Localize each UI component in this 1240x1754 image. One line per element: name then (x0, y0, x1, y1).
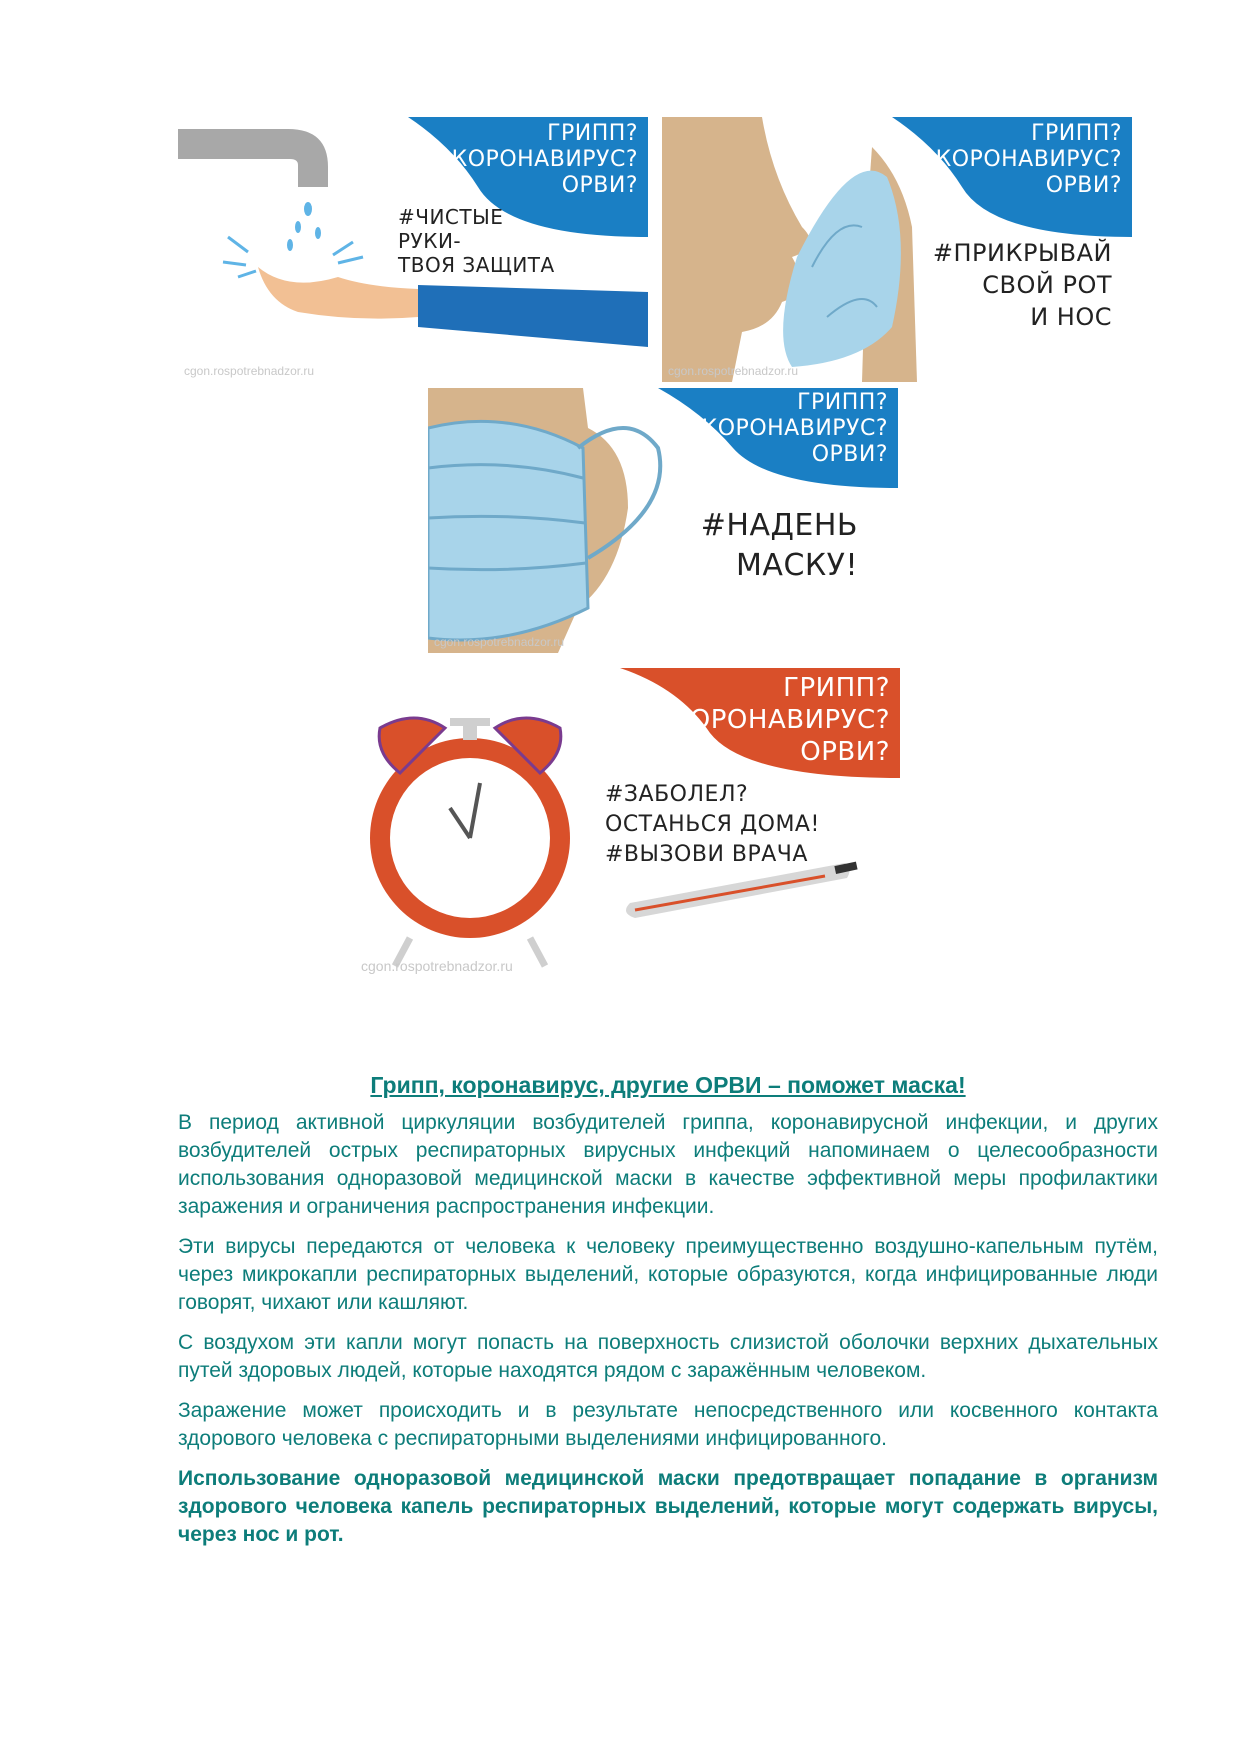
bubble-text (671, 672, 890, 768)
article-paragraph-1: В период активной циркуляции возбудителей гриппа, коронавирусной инфекции, и других возбудителей острых респираторных вирусных инфекций напоминаем о целесообразности использования одноразовой медицинской маски в качестве эффективной меры профилактики заражения и ограничения распространения инфекции. (178, 1111, 1158, 1218)
hashtag-text (398, 205, 555, 277)
bubble-line-2: КОРОНАВИРУС? (701, 416, 888, 441)
bubble-text (936, 121, 1122, 199)
watermark: cgon.rospotrebnadzor.ru (434, 635, 565, 649)
hashtag-line-2: РУКИ- (398, 229, 462, 253)
watermark: cgon.rospotrebnadzor.ru (184, 364, 315, 378)
bubble-line-1: ГРИПП? (547, 121, 638, 146)
hashtag-line-2: ОСТАНЬСЯ ДОМА! (605, 812, 820, 837)
bubble-line-1: ГРИПП? (783, 673, 890, 703)
article-paragraph-4: Заражение может происходить и в результате непосредственного или косвенного контакта здорового человека с респираторными выделениями инфицированного. (178, 1399, 1158, 1450)
hashtag-line-1: #НАДЕНЬ (700, 508, 858, 543)
poster-clean-hands (178, 117, 648, 382)
poster-wear-mask (428, 388, 898, 653)
article (178, 1072, 1158, 1561)
hashtag-line-1: #ЗАБОЛЕЛ? (605, 782, 749, 807)
hashtag-text (701, 506, 858, 586)
bubble-text (702, 390, 888, 468)
article-conclusion: Использование одноразовой медицинской маски предотвращает попадание в организм здорового человека капель респираторных выделений, которые могут содержать вирусы, через нос и рот. (178, 1467, 1158, 1546)
poster-cover-mouth (662, 117, 1132, 382)
bubble-line-1: ГРИПП? (797, 390, 888, 415)
bubble-text (452, 121, 638, 199)
bubble-line-3: ОРВИ? (561, 173, 638, 198)
hashtag-text (605, 780, 820, 870)
hashtag-line-2: СВОЙ РОТ (982, 271, 1112, 299)
hashtag-line-1: #ПРИКРЫВАЙ (932, 239, 1112, 267)
bubble-line-1: ГРИПП? (1031, 121, 1122, 146)
article-paragraph-2: Эти вирусы передаются от человека к человеку преимущественно воздушно-капельным путём, через микрокапли респираторных выделений, которые образуются, когда инфицированные люди говорят, чихают или кашляют. (178, 1235, 1158, 1314)
hashtag-text (933, 237, 1112, 333)
bubble-line-2: КОРОНАВИРУС? (451, 147, 638, 172)
bubble-line-3: ОРВИ? (1045, 173, 1122, 198)
bubble-line-2: КОРОНАВИРУС? (670, 705, 890, 735)
bubble-line-2: КОРОНАВИРУС? (935, 147, 1122, 172)
hashtag-line-3: #ВЫЗОВИ ВРАЧА (605, 842, 808, 867)
watermark: cgon.rospotrebnadzor.ru (668, 364, 799, 378)
watermark: cgon.rospotrebnadzor.ru (361, 958, 513, 974)
article-paragraph-3: С воздухом эти капли могут попасть на поверхность слизистой оболочки верхних дыхательных путей здоровых людей, которые находятся рядом с заражённым человеком. (178, 1331, 1158, 1382)
hashtag-line-2: МАСКУ! (736, 548, 858, 583)
hashtag-line-1: #ЧИСТЫЕ (398, 205, 504, 229)
bubble-line-3: ОРВИ? (800, 737, 890, 767)
hashtag-line-3: И НОС (1030, 303, 1112, 331)
hashtag-line-3: ТВОЯ ЗАЩИТА (398, 253, 555, 277)
poster-stay-home (355, 668, 900, 978)
article-title: Грипп, коронавирус, другие ОРВИ – поможет маска! (370, 1072, 966, 1098)
bubble-line-3: ОРВИ? (811, 442, 888, 467)
